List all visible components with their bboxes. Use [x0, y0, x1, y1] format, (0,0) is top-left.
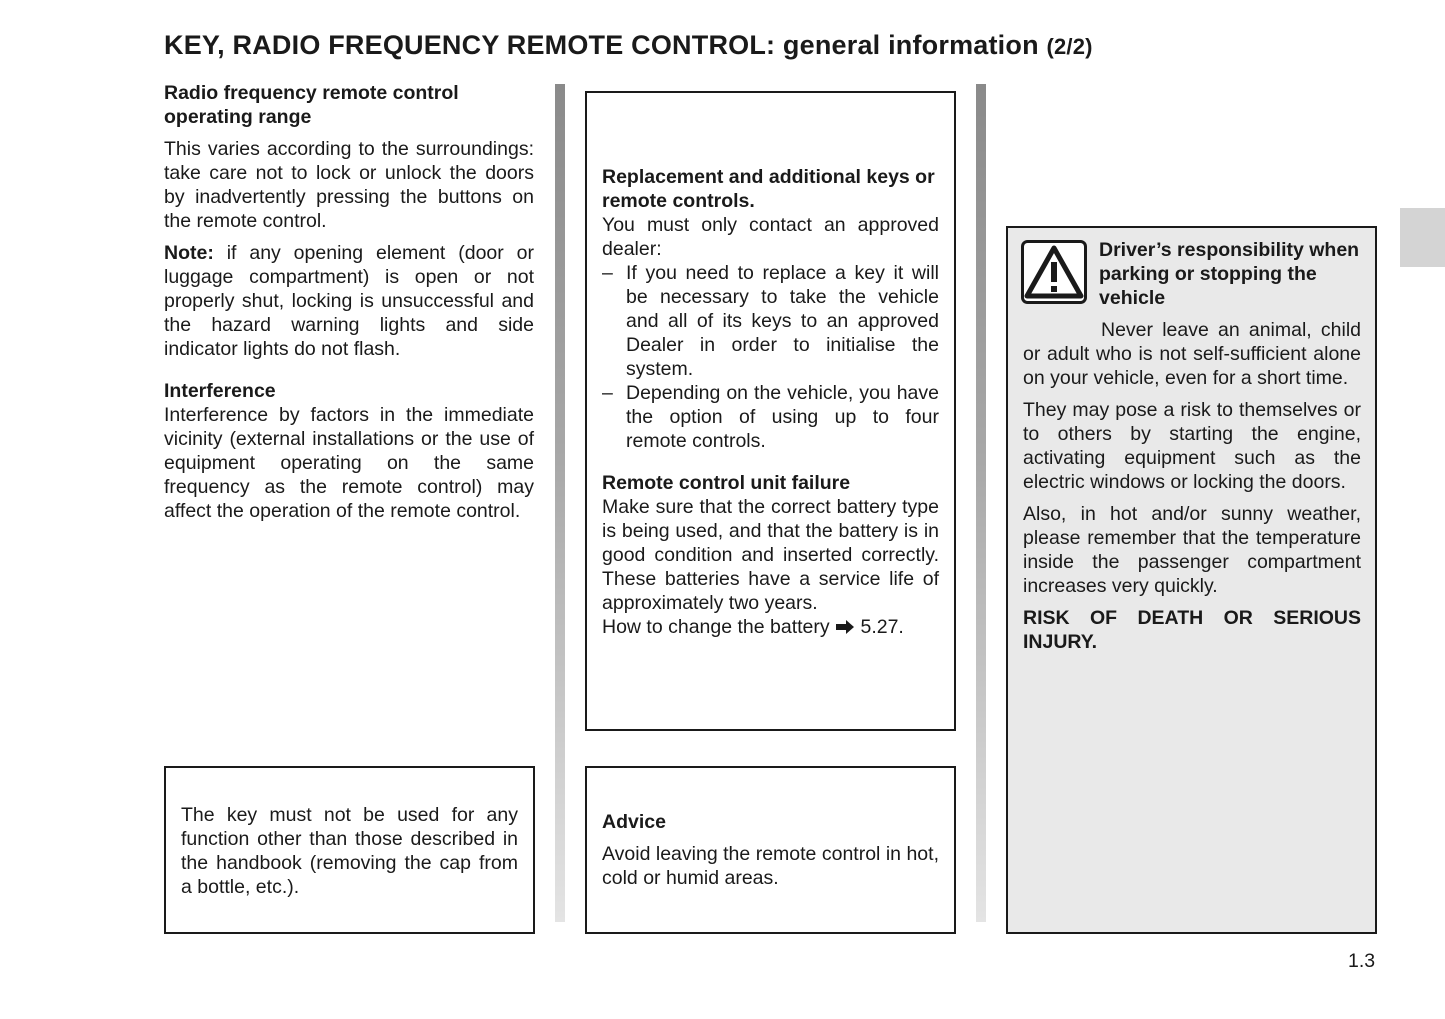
driver-responsibility-warning — [1006, 226, 1377, 934]
failure-text: Make sure that the correct battery type is being used, and that the battery is in good condition and inserted correctly. These batteries have a service life of approximately two years. — [602, 496, 939, 614]
key-usage-box — [164, 766, 535, 934]
range-heading: Radio frequency remote control operating range — [164, 82, 459, 128]
replacement-intro: You must only contact an approved dealer: — [602, 214, 939, 260]
warning-triangle-icon — [1021, 240, 1087, 304]
replacement-bullet: – Depending on the vehicle, you have the option of using up to four remote controls. — [602, 382, 939, 452]
failure-heading: Remote control unit failure — [602, 472, 851, 494]
replacement-bullet: – If you need to replace a key it will be necessary to take the vehicle and all of its keys to an approved Dealer in order to initialise the system. — [602, 262, 939, 380]
range-text: This varies according to the surroundings: take care not to lock or unlock the doors by inadvertently pressing the buttons on the remote control. — [164, 138, 534, 232]
key-usage-text: The key must not be used for any function other than those described in the handbook (removing the cap from a bottle, etc.). — [181, 804, 518, 898]
title-main: KEY, RADIO FREQUENCY REMOTE CONTROL: general information — [164, 30, 1039, 60]
title-part: (2/2) — [1046, 34, 1093, 59]
warning-risk: RISK OF DEATH OR SERIOUS INJURY. — [1023, 607, 1361, 653]
chapter-tab — [1400, 208, 1445, 267]
advice-text: Avoid leaving the remote control in hot, cold or humid areas. — [602, 843, 939, 889]
warning-paragraph: Also, in hot and/or sunny weather, please remember that the temperature inside the passenger compartment increases very quickly. — [1023, 503, 1361, 597]
note-paragraph — [164, 241, 534, 361]
replacement-keys-box — [585, 91, 956, 731]
note-label: Note: — [164, 242, 214, 264]
left-column — [164, 81, 534, 523]
note-text: if any opening element (door or luggage compartment) is open or not properly shut, locking is unsuccessful and the hazard warning lights and side indicator lights do not flash. — [164, 242, 534, 360]
page-title — [164, 30, 1093, 61]
advice-box — [585, 766, 956, 934]
column-divider-right — [976, 84, 986, 922]
interference-text: Interference by factors in the immediate vicinity (external installations or the use of equipment operating on the same frequency as the remote control) may affect the operation of the remote control. — [164, 404, 534, 522]
advice-heading: Advice — [602, 811, 666, 833]
warning-heading: Driver’s responsibility when parking or stopping the vehicle — [1099, 239, 1360, 309]
battery-reference: How to change the battery 5.27. — [602, 616, 904, 638]
dash-marker: – — [602, 382, 613, 404]
column-divider-left — [555, 84, 565, 922]
replacement-heading: Replacement and additional keys or remote controls. — [602, 166, 935, 212]
interference-heading: Interference — [164, 380, 276, 402]
arrow-right-icon — [835, 620, 855, 634]
warning-paragraph: Never leave an animal, child or adult who is not self-sufficient alone on your vehicle, even for a short time. — [1023, 319, 1361, 389]
dash-marker: – — [602, 262, 613, 284]
warning-paragraph: They may pose a risk to themselves or to others by starting the engine, activating equipment such as the electric windows or locking the doors. — [1023, 399, 1361, 493]
page-number: 1.3 — [1348, 950, 1376, 972]
